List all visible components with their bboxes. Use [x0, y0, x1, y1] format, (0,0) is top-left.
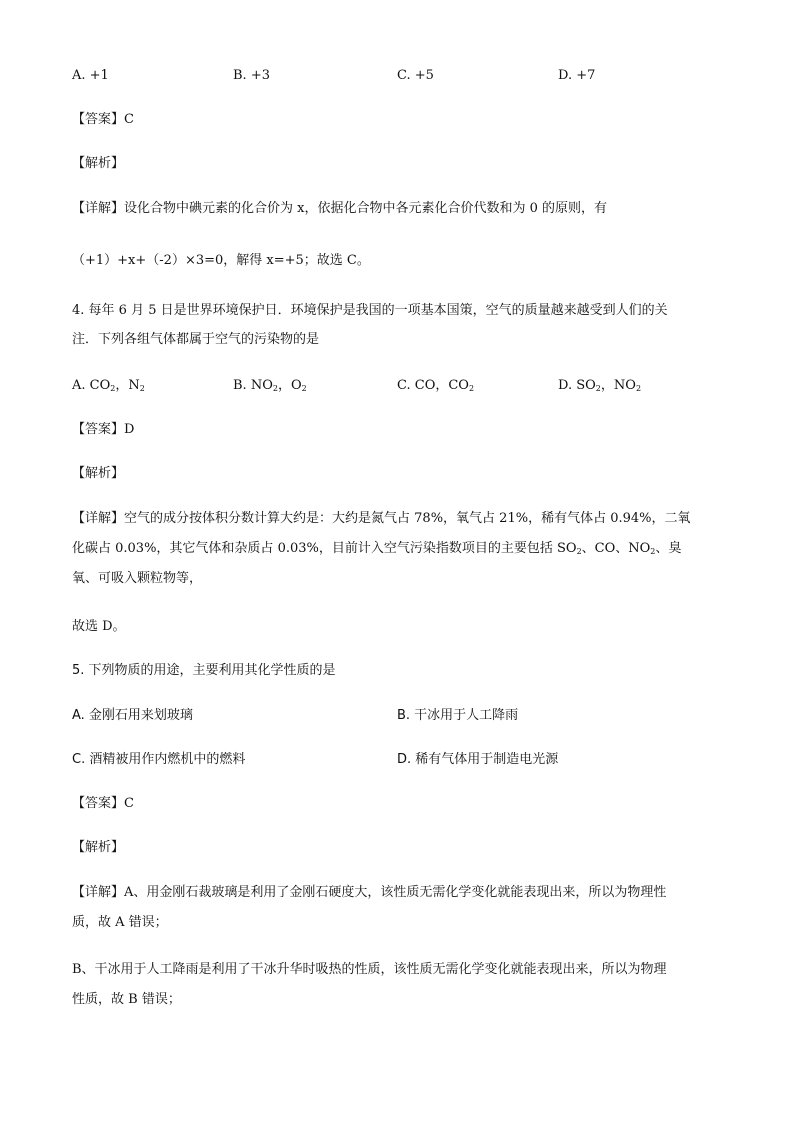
answer-tag: 【答案】 [72, 422, 125, 437]
answer-value: D [124, 422, 135, 437]
analysis-tag: 【解析】 [72, 466, 125, 481]
q4-detail-line-2: 化碳占 0.03%，其它气体和杂质占 0.03%，目前计入空气污染指数项目的主要包括 $SO_2$、CO、$NO_2$、臭 [72, 541, 682, 556]
q4-answer [72, 420, 134, 440]
q5-answer [72, 794, 134, 814]
q5-detail-line-3: B、干冰用于人工降雨是利用了干冰升华时吸热的性质，该性质无需化学变化就能表现出来，所以为物理 [72, 962, 667, 977]
analysis-tag: 【解析】 [72, 156, 125, 171]
q3-option-c: C. +5 [397, 68, 434, 83]
q4-option-c: C. CO，$CO_2$ [397, 378, 475, 393]
q3-analysis [72, 154, 124, 174]
q3-detail-line-2: （+1）+x+（-2）×3=0，解得 x=+5；故选 C。 [72, 253, 370, 268]
answer-value: C [124, 796, 134, 811]
q4-stem-line-1: 4. 每年 6 月 5 日是世界环境保护日．环境保护是我国的一项基本国策，空气的质量越来越受到人们的关 [72, 303, 668, 318]
q4-stem-line-2: 注．下列各组气体都属于空气的污染物的是 [72, 332, 320, 347]
q4-option-a: A. $CO_2$，$N_2$ [72, 378, 145, 393]
detail-text: A、用金刚石裁玻璃是利用了金刚石硬度大，该性质无需化学变化就能表现出来，所以为物理性 [124, 885, 667, 900]
answer-tag: 【答案】 [72, 796, 125, 811]
answer-value: C [124, 112, 134, 127]
q3-detail-line-1 [72, 199, 607, 219]
detail-tag: 【详解】 [72, 201, 125, 216]
q4-option-b: B. $NO_2$，$O_2$ [233, 378, 307, 393]
q3-option-b: B. +3 [233, 68, 270, 83]
q5-option-c: C. 酒精被用作内燃机中的燃料 [72, 752, 246, 767]
detail-text: 设化合物中碘元素的化合价为 x，依据化合物中各元素化合价代数和为 0 的原则，有 [124, 201, 608, 216]
q5-analysis [72, 838, 124, 858]
q4-detail-line-3: 氧、可吸入颗粒物等， [72, 571, 203, 586]
q5-option-b: B. 干冰用于人工降雨 [397, 708, 519, 723]
detail-tag: 【详解】 [72, 511, 125, 526]
q5-detail-line-2: 质，故 A 错误； [72, 915, 168, 930]
q5-stem: 5. 下列物质的用途，主要利用其化学性质的是 [72, 663, 336, 678]
q4-option-d: D. $SO_2$，$NO_2$ [558, 378, 642, 393]
analysis-tag: 【解析】 [72, 840, 125, 855]
q3-option-d: D. +7 [558, 68, 596, 83]
q5-option-d: D. 稀有气体用于制造电光源 [397, 752, 559, 767]
detail-tag: 【详解】 [72, 885, 125, 900]
q5-detail-line-1 [72, 883, 666, 903]
q3-option-a: A. +1 [72, 68, 109, 83]
q4-detail-line-4: 故选 D。 [72, 619, 126, 634]
q4-detail-line-1 [72, 509, 691, 529]
detail-text: 空气的成分按体积分数计算大约是：大约是氮气占 78%，氧气占 21%，稀有气体占 0.94%，二氧 [124, 511, 691, 526]
answer-tag: 【答案】 [72, 112, 125, 127]
q5-detail-line-4: 性质，故 B 错误； [72, 992, 181, 1007]
q3-answer [72, 110, 134, 130]
q4-analysis [72, 464, 124, 484]
q5-option-a: A. 金刚石用来划玻璃 [72, 708, 193, 723]
